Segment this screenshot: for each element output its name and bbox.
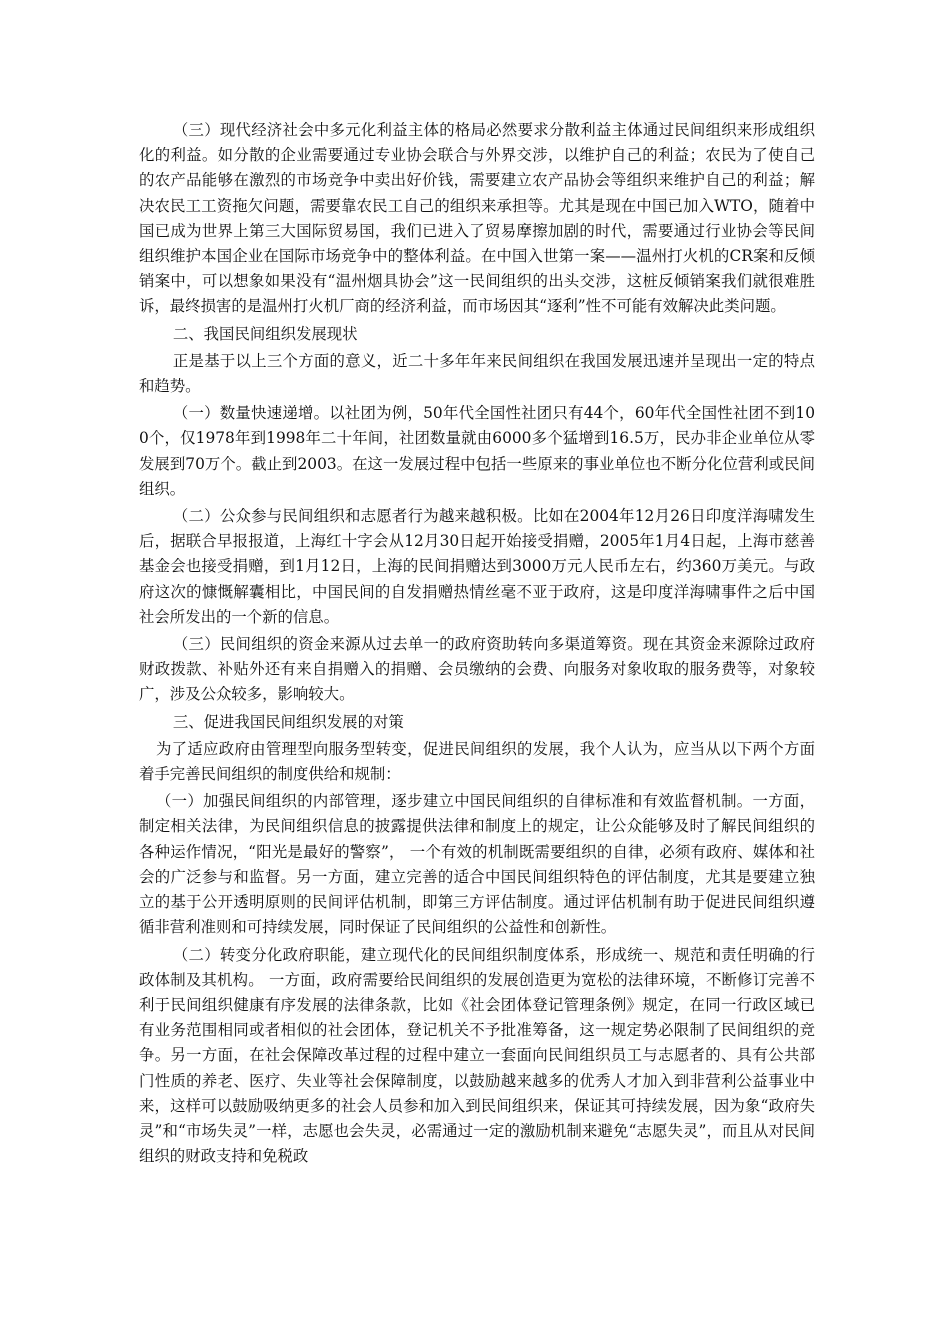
paragraph-funding-sources: （三）民间组织的资金来源从过去单一的政府资助转向多渠道筹资。现在其资金来源除过政府财政拨款、补贴外还有来自捐赠入的捐赠、会员缴纳的会费、向服务对象收取的服务费等，对象较广，涉及公众较多，影响较大。 [139, 635, 815, 704]
paragraph-quantity-growth: （一）数量快速递增。以社团为例，50年代全国性社团只有44个，60年代全国性社团不到100个，仅1978年到1998年二十年间，社团数量就由6000多个猛增到16.5万，民办非企业单位从零发展到70万个。截止到2003。在这一发展过程中包括一些原来的事业单位也不断分化位营利或民间组织。 [139, 404, 815, 498]
section-heading-countermeasures: 三、促进我国民间组织发展的对策 [172, 712, 404, 731]
paragraph-public-participation: （二）公众参与民间组织和志愿者行为越来越积极。比如在2004年12月26日印度洋海啸发生后，据联合早报报道，上海红十字会从12月30日起开始接受捐赠，2005年1月4日起，上海市慈善基金会也接受捐赠，到1月12日，上海的民间捐赠达到3000万元人民币左右，约360万美元。与政府这次的慷慨解囊相比，中国民间的自发捐赠热情丝毫不亚于政府，这是印度洋海啸事件之后中国社会所发出的一个新的信息。 [139, 507, 815, 626]
paragraph-market-interests: （三）现代经济社会中多元化利益主体的格局必然要求分散利益主体通过民间组织来形成组织化的利益。如分散的企业需要通过专业协会联合与外界交涉，以维护自己的利益；农民为了使自己的农产品能够在激烈的市场竞争中卖出好价钱，需要建立农产品协会等组织来维护自己的利益；解决农民工工资拖欠问题，需要靠农民工自己的组织来承担等。尤其是现在中国已加入WTO，随着中国已成为世界上第三大国际贸易国，我们已进入了贸易摩擦加剧的时代，需要通过行业协会等民间组织维护本国企业在国际市场竞争中的整体利益。在中国入世第一案——温州打火机的CR案和反倾销案中，可以想象如果没有“温州烟具协会”这一民间组织的出头交涉，这桩反倾销案我们就很难胜诉，最终损害的是温州打火机厂商的经济利益，而市场因其“逐利”性不可能有效解决此类问题。 [139, 121, 815, 316]
paragraph-status-intro: 正是基于以上三个方面的意义，近二十多年年来民间组织在我国发展迅速并呈现出一定的特点和趋势。 [139, 351, 815, 396]
paragraph-countermeasures-intro: 为了适应政府由管理型向服务型转变，促进民间组织的发展，我个人认为，应当从以下两个方面着手完善民间组织的制度供给和规制： [139, 739, 815, 784]
paragraph-government-functions: （二）转变分化政府职能，建立现代化的民间组织制度体系，形成统一、规范和责任明确的行政体制及其机构。 一方面，政府需要给民间组织的发展创造更为宽松的法律环境，不断修订完善不利于民间组织健康有序发展的法律条款，比如《社会团体登记管理条例》规定，在同一行政区域已有业务范围相同或者相似的社会团体，登记机关不予批准筹备，这一规定势必限制了民间组织的竞争。另一方面，在社会保障改革过程的过程中建立一套面向民间组织员工与志愿者的、具有公共部门性质的养老、医疗、失业等社会保障制度，以鼓励越来越多的优秀人才加入到非营利公益事业中来，这样可以鼓励吸纳更多的社会人员参和加入到民间组织来，保证其可持续发展，因为象“政府失灵”和“市场失灵”一样，志愿也会失灵，必需通过一定的激励机制来避免“志愿失灵”，而且从对民间组织的财政支持和免税政 [139, 945, 815, 1166]
document-page [139, 118, 815, 1169]
paragraph-internal-management: （一）加强民间组织的内部管理，逐步建立中国民间组织的自律标准和有效监督机制。一方面，制定相关法律，为民间组织信息的披露提供法律和制度上的规定，让公众能够及时了解民间组织的各种运作情况，“阳光是最好的警察”， 一个有效的机制既需要组织的自律，必须有政府、媒体和社会的广泛参与和监督。另一方面，建立完善的适合中国民间组织特色的评估制度，尤其是要建立独立的基于公开透明原则的民间评估机制，即第三方评估制度。通过评估机制有助于促进民间组织遵循非营利准则和可持续发展，同时保证了民间组织的公益性和创新性。 [139, 792, 815, 937]
section-heading-current-status: 二、我国民间组织发展现状 [172, 324, 358, 343]
